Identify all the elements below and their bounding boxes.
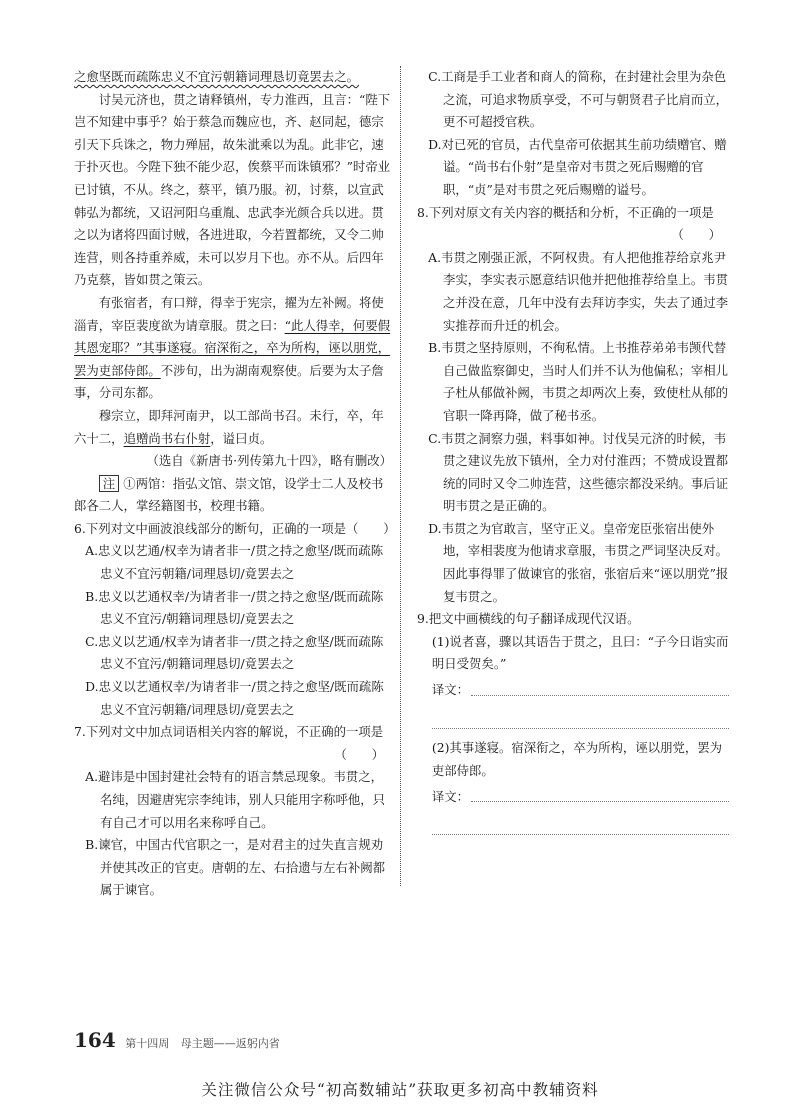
left-column bbox=[74, 66, 396, 902]
theme-label: 母主题——返躬内省 bbox=[180, 1037, 280, 1050]
footnote: 注 ①两馆：指弘文馆、崇文馆，设学士二人及校书郎各二人，掌经籍图书，校理书籍。 bbox=[74, 475, 384, 514]
q6-option-d[interactable]: D.忠义以艺通权幸/为请者非一/贯之持之愈坚/既而疏陈忠义不宜污朝籍/词理恳切/竟罢去之 bbox=[85, 679, 384, 717]
question-9-stem: 9.把文中画横线的句子翻译成现代汉语。 bbox=[417, 611, 640, 627]
answer-label: 译文： bbox=[431, 682, 470, 698]
q7-option-a[interactable]: A.避讳是中国封建社会特有的语言禁忌现象。韦贯之，名纯，因避唐宪宗李纯讳，别人只能用字称呼他，只有自己才可以用名来称呼自己。 bbox=[85, 769, 386, 830]
q7-option-c[interactable]: C.工商是手工业者和商人的简称，在封建社会里为杂色之流，可追求物质享受，不可与朝贤君子比肩而立，更不可超授官秩。 bbox=[428, 69, 729, 130]
week-label: 第十四周 bbox=[125, 1037, 170, 1050]
q6-option-a[interactable]: A.忠义以艺通/权幸为请者非一/贯之持之愈坚/既而疏陈忠义不宜污朝籍/词理恳切/竟罢去之 bbox=[85, 543, 384, 582]
question-8-stem: 8.下列对原文有关内容的概括和分析，不正确的一项是 bbox=[417, 204, 714, 220]
dotted-term: 追赠尚书右仆射 bbox=[123, 430, 211, 446]
page-number: 164 bbox=[74, 1028, 116, 1052]
underlined-sentence-2: “此人得幸，何要假其恩宠耶？”其事遂寝。宿深衔之，卒为所构，诬以朋党，罢为吏部侍郎。 bbox=[74, 317, 391, 378]
column-divider bbox=[400, 66, 401, 886]
question-6-stem: 6.下列对文中画波浪线部分的断句，正确的一项是（ ） bbox=[74, 520, 396, 536]
q6-option-b[interactable]: B.忠义以艺通权幸/为请者非一/贯之持之愈坚/既而疏陈忠义不宜污/朝籍词理恳切/竟罢去之 bbox=[85, 588, 384, 627]
q8-option-c[interactable]: C.韦贯之洞察力强，料事如神。讨伐吴元济的时候，韦贯之建议先放下镇州，全力对付淮西；不赞成设置都统的同时又令二帅连营，这些德宗都没采纳。事后证明韦贯之是正确的。 bbox=[428, 430, 729, 514]
q9-answer-line-2b[interactable] bbox=[432, 808, 729, 835]
passage-intro bbox=[74, 66, 392, 89]
q7-option-d[interactable]: D.对已死的官员，古代皇帝可依据其生前功绩赠官、赠谥。“尚书右仆射”是皇帝对韦贯之死后赐赠的官职，“贞”是对韦贯之死后赐赠的谥号。 bbox=[428, 136, 727, 197]
q8-option-d[interactable]: D.韦贯之为官敢言，坚守正义。皇帝宠臣张宿出使外地，宰相裴度为他请求章服，韦贯之严词坚决反对。因此事得罪了做谏官的张宿，张宿后来“诬以朋党”报复韦贯之。 bbox=[428, 520, 729, 604]
passage-paragraph-2: 有张宿者，有口辩，得幸于宪宗，擢为左补阙。将使淄青，宰臣裴度欲为请章服。贯之曰：“此人得幸，何要假其恩宠耶？”其事遂寝。宿深衔之，卒为所构，诬以朋党，罢为吏部侍郎。不涉旬，出为湖南观察使。后要为太子詹事，分司东都。 bbox=[74, 294, 391, 401]
q9-answer-line-1[interactable] bbox=[417, 676, 729, 702]
q6-option-c[interactable]: C.忠义以艺通/权幸为请者非一/贯之持之愈坚/既而疏陈忠义不宜污/朝籍词理恳切/竟罢去之 bbox=[85, 633, 384, 672]
q8-option-b[interactable]: B.韦贯之坚持原则，不徇私情。上书推荐弟弟韦𫖮代替自己做监察御史，当时人们并不认为他偏私；宰相儿子杜从郁做补阙，韦贯之却两次上奏，致使杜从郁的官职一降再降，做了秘书丞。 bbox=[428, 340, 729, 423]
q9-sentence-1: (1)说者喜，骤以其语告于贯之，且曰：“子今日诣实而明日受贺矣。” bbox=[431, 633, 729, 672]
answer-blank[interactable] bbox=[471, 801, 729, 802]
right-column bbox=[417, 66, 729, 843]
answer-blank[interactable] bbox=[471, 695, 729, 696]
q9-answer-line-2[interactable] bbox=[417, 782, 729, 808]
q8-option-a[interactable]: A.韦贯之刚强正派，不阿权贵。有人把他推荐给京兆尹李实，李实表示愿意结识他并把他推荐给皇上。韦贯之并没在意，几年中没有去拜访李实，失去了通过李实推荐而升迁的机会。 bbox=[428, 249, 729, 333]
promo-banner: 关注微信公众号“初高数辅站”获取更多初高中教辅资料 bbox=[201, 1081, 599, 1099]
q8-answer-paren: （ ） bbox=[671, 227, 721, 243]
passage-paragraph-1: 讨吴元济也，贯之请释镇州，专力淮西，且言：“陛下岂不知建中事乎？始于蔡急而魏应也，齐、赵同起，德宗引天下兵诛之，物力殚屈，故朱泚乘以为乱。此非它，速于扑灭也。今陛下独不能少忍，俟蔡平而诛镇邪？”时帝业已讨镇，不从。终之，蔡平，镇乃服。初，讨蔡，以宣武韩弘为都统，又诏河阳乌重胤、忠武李光颜合兵以进。贯之以为诸将四面讨贼，各进进取，今若置都统，又令二帅连营，则各持重养威，未可以岁月下也。亦不从。后四年乃克蔡，皆如贯之策云。 bbox=[74, 91, 391, 288]
passage-paragraph-3: 穆宗立，即拜河南尹，以工部尚书召。未行，卒，年六十二，追赠尚书右仆射，谥曰贞。 bbox=[74, 407, 384, 446]
q9-sentence-2: (2)其事遂寝。宿深衔之，卒为所构，诬以朋党，罢为吏部侍郎。 bbox=[431, 740, 723, 778]
q9-answer-line-1b[interactable] bbox=[432, 702, 729, 729]
wavy-underlined-sentence: 之愈坚既而疏陈忠义不宜污朝籍词理恳切竟罢去之。 bbox=[74, 69, 359, 84]
answer-label: 译文： bbox=[431, 788, 470, 804]
q7-answer-paren: （ ） bbox=[334, 746, 384, 762]
page-footer bbox=[74, 1028, 280, 1052]
passage-source: （选自《新唐书·列传第九十四》，略有删改） bbox=[146, 453, 392, 469]
question-7-stem: 7.下列对文中加点词语相关内容的解说，不正确的一项是 bbox=[74, 724, 384, 740]
q7-option-b[interactable]: B.谏官，中国古代官职之一，是对君主的过失直言规劝并使其改正的官吏。唐朝的左、右拾遗与左右补阙都属于谏官。 bbox=[85, 837, 386, 898]
note-tag: 注 bbox=[99, 475, 119, 492]
